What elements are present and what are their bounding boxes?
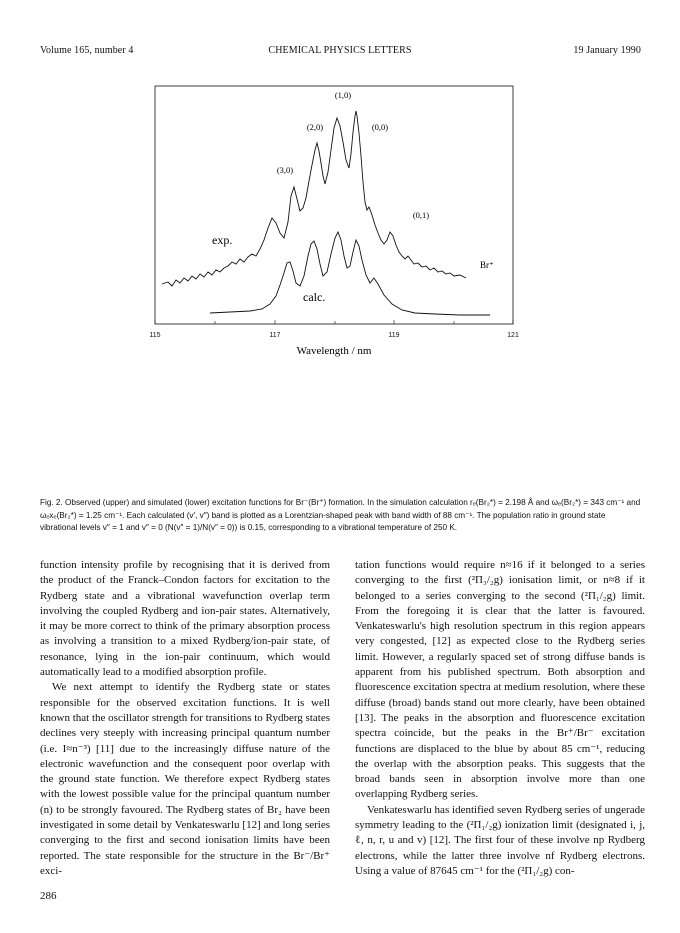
peak-label: (0,0): [371, 122, 389, 132]
paragraph: Venkateswarlu has identified seven Rydberg series of ungerade symmetry leading to the (²Π₁/₂g) ionization limit (designated i, j, ℓ, n, r, u and v) [12]. The first four of these involve np Rydberg electrons, while the latter three involve nf Rydberg electrons. Using a value of 87645 cm⁻¹ for the (²Π₁/₂g) con-: [355, 803, 645, 877]
running-header-journal: CHEMICAL PHYSICS LETTERS: [268, 45, 412, 56]
page-number: 286: [40, 890, 57, 902]
peak-label: (1,0): [334, 90, 352, 100]
peak-label: (0,1): [412, 210, 430, 220]
figure-caption: Fig. 2. Observed (upper) and simulated (lower) excitation functions for Br⁻(Br⁺) formation. In the simulation calculation rₑ(Br₂*) = 2.198 Å and ωₑ(Br₂*) = 343 cm⁻¹ and ωₑxₑ(Br₂*) = 1.25 cm⁻¹. Each calculated (v′, v″) band is plotted as a Lorentzian-shaped peak with band width of 88 cm⁻¹. The population ratio in ground state vibrational levels v″ = 1 and v″ = 0 (N(v″ = 1)/N(v″ = 0)) is 0.15, corresponding to a vibrational temperature of 250 K.: [40, 498, 641, 533]
peak-label: (3,0): [276, 165, 294, 175]
paragraph: tation functions would require n≈16 if it belonged to a series converging to the first (²Π₃/₂g) ionisation limit, or n≈8 if it belonged to a series converging to the second (²Π₁/₂g) limit. From the foregoing it is clear that the latter is favoured. Venkateswarlu's high resolution spectrum in this region appears very congested, [12] as expected close to the Rydberg series limit. However, a regularly spaced set of strong diffuse bands is apparent from his published spectrum. Both absorption and fluorescence excitation spectra at medium resolution, where these diffuse (broad) bands stand out more clearly, have been obtained [13]. The peaks in the absorption and fluorescence excitation spectra coincide, but the peaks in the Br⁺/Br⁻ excitation functions are displaced to the blue by about 85 cm⁻¹, reducing the overlap with the absorption peaks. This suggests that the broad bands seen in absorption involve more than one overlapping Rydberg series.: [355, 559, 645, 801]
x-axis-label: Wavelength / nm: [296, 345, 372, 357]
x-tick-label: 117: [269, 332, 281, 339]
x-ticks: [155, 320, 513, 324]
x-tick-label: 121: [507, 332, 519, 339]
right-text-column: [355, 558, 645, 879]
ion-label: Br⁺: [480, 260, 494, 270]
x-tick-label: 115: [149, 332, 161, 339]
x-tick-label: 119: [388, 332, 400, 339]
calc-trace-label: calc.: [303, 290, 326, 304]
exp-trace: [162, 111, 466, 286]
paragraph: function intensity profile by recognising that it is derived from the product of the Franck–Condon factors for excitation to the Rydberg state and a vibrational wavefunction overlap term involving the coupled Rydberg and ion-pair states. Alternatively, it may be more correct to think of the primary absorption process as involving a transition to a mixed Rydberg/ion-pair state, of resonance, lying in the ion-pair continuum, which would automatically lead to a modified absorption profile.: [40, 559, 330, 679]
running-header-volume: Volume 165, number 4: [40, 45, 134, 56]
exp-trace-label: exp.: [212, 233, 233, 247]
left-text-column: [40, 558, 330, 879]
paragraph: We next attempt to identify the Rydberg state or states responsible for the observed excitation functions. It is well known that the oscillator strength for transitions to Rydberg states declines very steeply with increasing principal quantum number (i.e. I≈n⁻³) [11] due to the increasingly diffuse nature of the electronic wavefunction and the consequent poor overlap with the ground state function. We therefore expect Rydberg states with the lowest possible value for the principal quantum number (n) to be strongly favoured. The Rydberg states of Br₂ have been investigated in some detail by Venkateswarlu [12] and long series converging to the first and second ionisation limits have been reported. The state responsible for the structure in the Br⁻/Br⁺ exci-: [40, 681, 330, 877]
peak-label: (2,0): [306, 122, 324, 132]
plot-frame: [155, 86, 513, 324]
running-header-date: 19 January 1990: [573, 45, 641, 56]
